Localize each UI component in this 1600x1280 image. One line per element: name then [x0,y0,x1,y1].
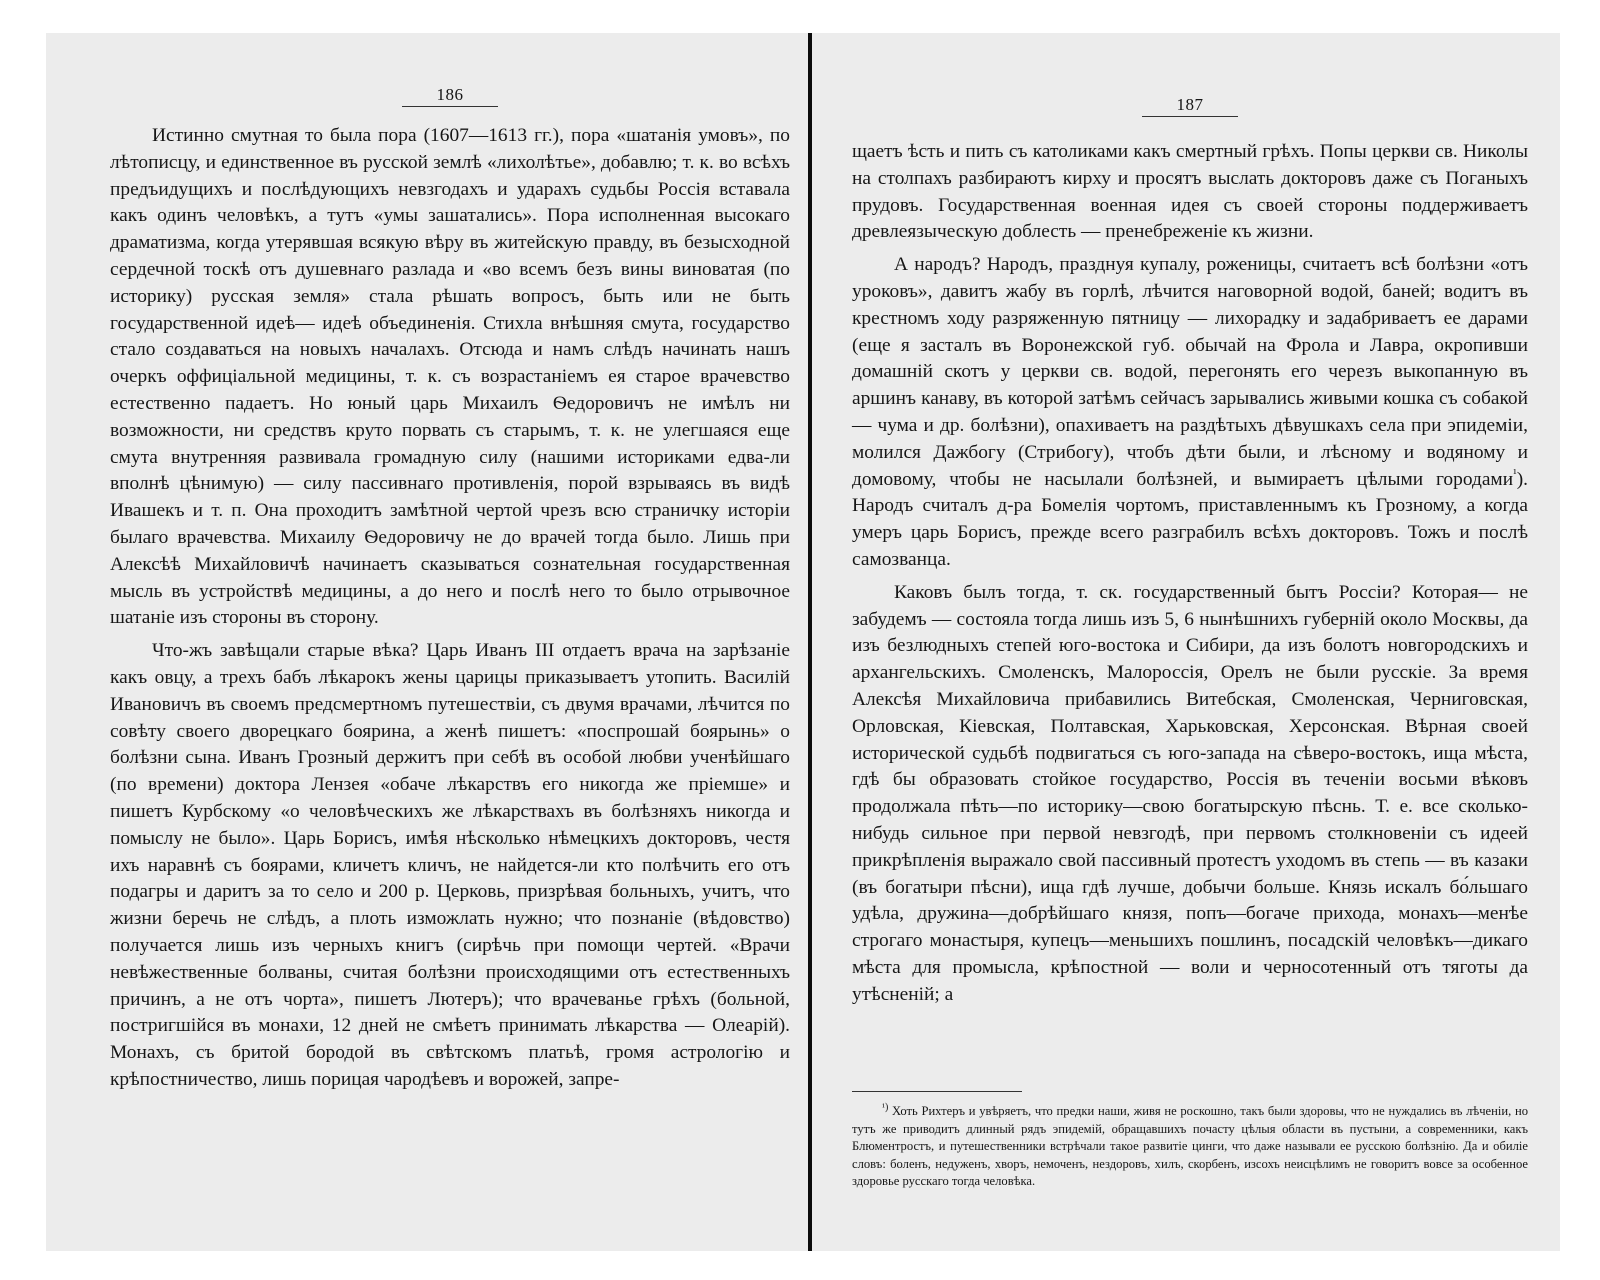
footnote-text: Хоть Рихтеръ и увѣряетъ, что предки наши, живя не роскошно, такъ были здоровы, что не нуждались въ лѣченіи, но тутъ же приводитъ длинный рядъ эпидемій, обращавшихъ почасту цѣлыя области въ пустыни, а современники, какъ Блюментростъ, и путешественники встрѣчали такое развитіе цинги, что даже называли ее русскою болѣзнію. Да и обиліе словъ: боленъ, недуженъ, хворъ, немоченъ, нездоровъ, хилъ, скорбенъ, изсохъ неисцѣлимъ не говоритъ вовсе за особенное здоровье русскаго тогда человѣка. [852,1104,1528,1188]
paragraph [852,580,1528,1009]
paragraph-text: щаетъ ѣсть и пить съ католиками какъ смертный грѣхъ. Попы церкви св. Николы на столпахъ разбираютъ кирху и просятъ выслать докторовъ даже съ Поганыхъ прудовъ. Государственная военная идея съ своей стороны поддерживаетъ древлеязыческую доблесть — пренебреженіе къ жизни. [852,141,1528,243]
footnote-rule [852,1091,1022,1092]
paragraph [852,139,1528,246]
left-page [110,33,790,1251]
page-number: 186 [436,85,464,104]
paragraph: Что-жъ завѣщали старые вѣка? Царь Иванъ III отдаетъ врача на зарѣзаніе какъ овцу, а трехъ бабъ лѣкарокъ жены царицы приказываетъ утопить. Василій Ивановичъ въ своемъ предсмертномъ путешествіи, съ двумя врачами, лѣчится по совѣту своего дворецкаго боярина, а женѣ пишетъ: «поспрошай боярынь» о болѣзни сына. Иванъ Грозный держитъ при себѣ въ особой любви ученѣйшаго (по времени) доктора Лензея «обаче лѣкарствъ его никогда же пріемше» и пишетъ Курбскому «о человѣческихъ же лѣкарствахъ въ болѣзняхъ никогда и помыслу не было». Царь Борисъ, имѣя нѣсколько нѣмецкихъ докторовъ, честя ихъ наравнѣ съ боярами, кличетъ кличъ, не найдется-ли кто полѣчить его отъ подагры и даритъ за то село и 200 р. Церковь, призрѣвая больныхъ, учитъ, что жизни беречь не слѣдъ, а плоть изможлать нужно; что познаніе (вѣдовство) получается лишь изъ черныхъ книгъ (сирѣчь при помощи чертей. «Врачи невѣжественные болваны, считая болѣзни происходящими отъ естественныхъ причинъ, а не отъ чорта», пишетъ Лютеръ); что врачеванье грѣхъ (больной, постригшійся въ монахи, 12 дней не смѣетъ принимать лѣкарства — Олеарій). Монахъ, съ бритой бородой въ свѣтскомъ платьѣ, громя астрологію и крѣпостничество, лишь порицая чародѣевъ и ворожей, запре- [110,640,790,1090]
footnote [852,1103,1528,1191]
book-gutter [808,33,812,1251]
page-number-rule [1142,116,1238,117]
paragraph: Истинно смутная то была пора (1607—1613 гг.), пора «шатанія умовъ», по лѣтописцу, и единственное въ русской землѣ «лихолѣтье», добавлю; т. к. во всѣхъ предъидущихъ и послѣдующихъ невзгодахъ и ударахъ судьбы Россія вставала какъ одинъ человѣкъ, а тутъ «умы зашатались». Пора исполненная высокаго драматизма, когда утерявшая всякую вѣру въ житейскую правду, въ безысходной сердечной тоскѣ отъ душевнаго разлада и «во всемъ безъ вины виноватая (по историку) русская земля» стала рѣшать вопросъ, быть или не быть государственной идеѣ— идеѣ объединенія. Стихла внѣшняя смута, государство стало создаваться на новыхъ началахъ. Отсюда и намъ слѣдъ начинать нашъ очеркъ оффиціальной медицины, т. к. съ возрастаніемъ ея старое врачевство естественно падаетъ. Но юный царь Михаилъ Ѳедоровичъ не имѣлъ ни возможности, ни средствъ круто порвать съ старымъ, т. к. не улегшаяся еще смута внутренняя развивала громадную силу (нашими историками едва-ли вполнѣ цѣнимую) — силу пассивнаго противленія, порой взрываясь въ видѣ Ивашекъ и т. п. Она проходитъ замѣтной чертой чрезъ всю страничку исторіи былаго врачевства. Михаилу Ѳедоровичу не до врачей тогда было. Лишь при Алексѣѣ Михайловичѣ начинаетъ сказываться сознательная государственная мысль въ устройствѣ медицины, а до него и послѣ него то было отрывочное шатаніе изъ стороны въ сторону. [110,125,790,629]
paragraph-text: ). Народъ считалъ д-ра Бомелія чортомъ, приставленнымъ къ Грозному, а когда умеръ царь Борисъ, прежде всего разграбилъ всѣхъ докторовъ. Тожъ и послѣ самозванца. [852,468,1528,570]
right-page [852,33,1528,1251]
paragraph [852,252,1528,574]
paragraph-text: А народъ? Народъ, празднуя купалу, роженицы, считаетъ всѣ болѣзни «отъ уроковъ», давитъ жабу въ горлѣ, лѣчится наговорной водой, баней; водитъ въ крестномъ ходу разряженную пятницу — лихорадку и задабриваетъ ее дарами (еще я засталъ въ Воронежской губ. обычай на Фрола и Лавра, окропивши домашній скотъ у церкви св. водой, перегонять его черезъ выкопанную въ аршинъ канаву, въ которой затѣмъ сейчасъ зарывались живыми кошка съ собакой — чума и др. болѣзни), опахиваетъ на раздѣтыхъ дѣвушкахъ села при эпидеміи, молился Дажбогу (Стрибогу), чтобъ дѣти были, и лѣсному и водяному и домовому, чтобы не насылали болѣзней, и вымираетъ цѣлыми городами [852,254,1528,490]
footnote-reference: ¹ [1513,466,1517,481]
footnote-mark: ¹) [882,1101,889,1113]
page-number-rule [402,106,498,107]
paragraph-text: Каковъ былъ тогда, т. ск. государственный бытъ Россіи? Которая— не забудемъ — состояла тогда лишь изъ 5, 6 нынѣшнихъ губерній около Москвы, да изъ безлюдныхъ степей юго-востока и Сибири, да изъ болотъ новгородскихъ и архангельскихъ. Смоленскъ, Малороссія, Орелъ не были русскіе. За время Алексѣя Михайловича прибавились Витебская, Смоленская, Черниговская, Орловская, Кіевская, Полтавская, Харьковская, Херсонская. Вѣрная своей исторической судьбѣ подвигаться съ юго-запада на сѣверо-востокъ, ища мѣста, гдѣ бы образовать стойкое государство, Россія въ теченіи восьми вѣковъ продолжала пѣть—по историку—свою богатырскую пѣснь. Т. е. все сколько-нибудь сильное при первой невзгодѣ, при первомъ столкновеніи съ идеей прикрѣпленія выражало свой пассивный протестъ уходомъ въ степь — въ казаки (въ богатыри пѣсни), ища гдѣ лучше, добычи больше. Князь искалъ бо́льшаго удѣла, дружина—добрѣйшаго князя, попъ—богаче прихода, монахъ—менѣе строгаго монастыря, купецъ—меньшихъ пошлинъ, посадскій человѣкъ—дикаго мѣста для промысла, крѣпостной — воли и черносотенный отъ тяготы да утѣсненій; а [852,581,1528,1005]
page-number: 187 [1176,95,1204,114]
left-page-body [110,123,790,1094]
right-page-body [852,139,1528,1009]
